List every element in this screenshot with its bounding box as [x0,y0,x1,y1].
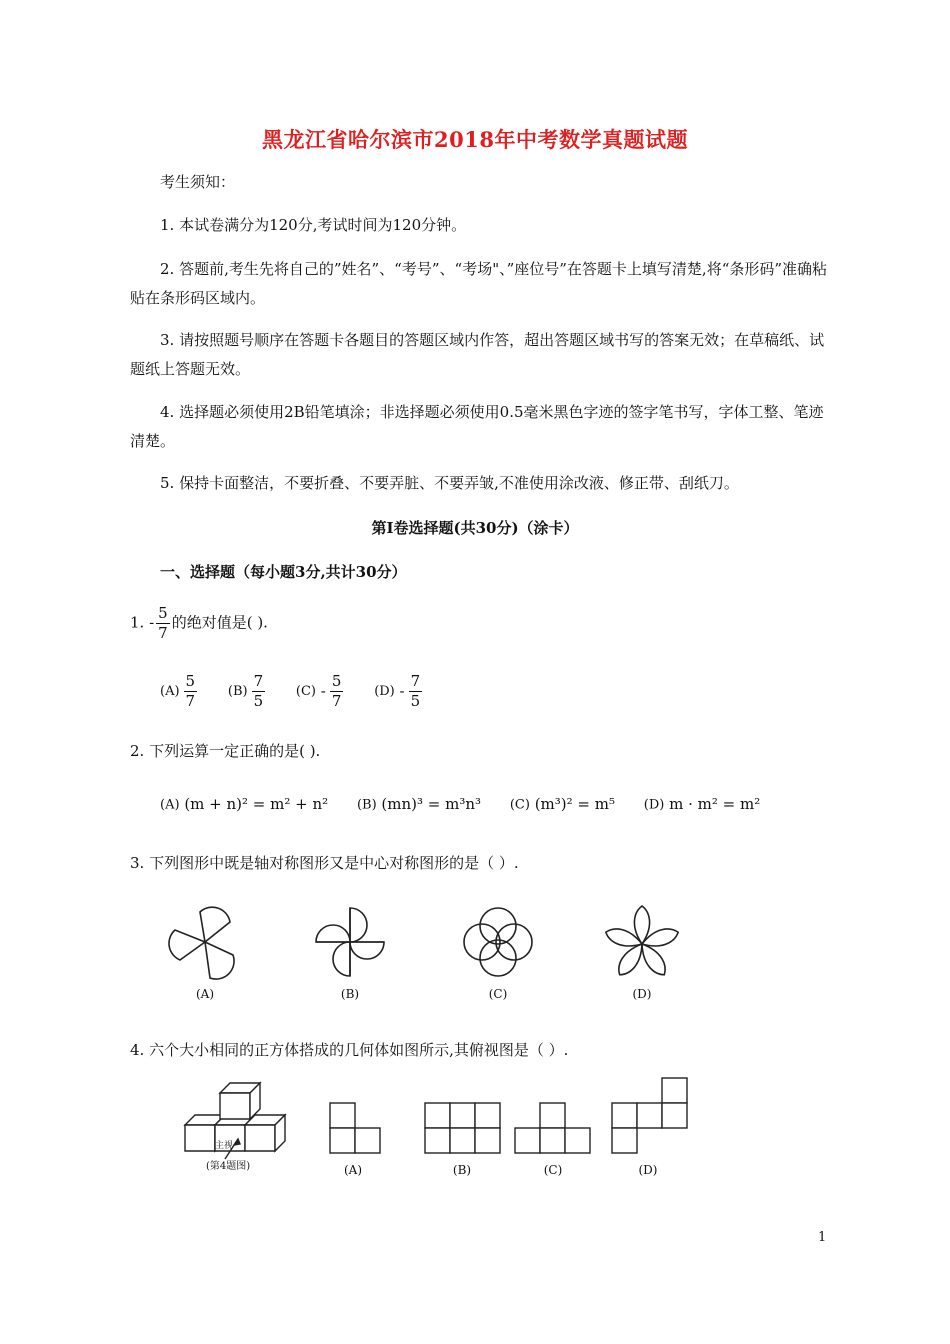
q4-solid-figure [185,1083,285,1159]
q4-label-d: (D) [638,1163,658,1177]
q4-figures [180,1075,700,1165]
q4-label-c: (C) [543,1163,563,1177]
question-2: 2. 下列运算一定正确的是( ). [130,742,321,760]
page-title: 黑龙江省哈尔滨市2018年中考数学真题试题 [262,127,688,152]
q4-option-b [425,1103,500,1153]
q4-option-d [612,1078,687,1153]
question-1 [130,604,268,643]
q1-option-d: (D) - $\frac{7}{5}$ [374,672,421,710]
notice-heading: 考生须知： [160,173,236,191]
q3-figure-b [316,908,384,976]
section-title: 第Ⅰ卷选择题(共30分)（涂卡） [371,519,579,537]
q3-figure-c [464,908,532,976]
page-number: 1 [818,1230,827,1245]
notice-4: 4. 选择题必须使用2B铅笔填涂；非选择题必须使用0.5毫米黑色字迹的签字笔书写，字体工整、笔迹清楚。 [130,403,824,450]
q1-fraction: $\frac{5}{7}$ [158,604,168,642]
q3-label-c: (C) [488,987,508,1001]
q1-option-c: (C) - $\frac{5}{7}$ [295,672,342,710]
q4-label-b: (B) [452,1163,472,1177]
q2-option-c: (C) (m³)² = m⁵ [509,795,615,813]
notice-1: 1. 本试卷满分为120分,考试时间为120分钟。 [160,216,467,234]
part-title: 一、选择题（每小题3分,共计30分） [160,563,407,581]
notice-5: 5. 保持卡面整洁，不要折叠、不要弄脏、不要弄皱,不准使用涂改液、修正带、刮纸刀。 [160,474,739,492]
q4-figure-caption: (第4题图) [206,1161,251,1172]
q4-front-label: 主视 [215,1141,234,1151]
question-4: 4. 六个大小相同的正方体搭成的几何体如图所示,其俯视图是（ ）. [130,1041,569,1059]
q2-option-b: (B) (mn)³ = m³n³ [356,795,482,813]
q1-suffix: 的绝对值是( ). [171,613,268,632]
q3-label-a: (A) [195,987,215,1001]
q2-option-a: (A) (m + n)² = m² + n² [160,795,329,813]
q2-option-d: (D) m · m² = m² [643,795,761,813]
q2-options [160,790,784,820]
question-3: 3. 下列图形中既是轴对称图形又是中心对称图形的是（ ）. [130,854,519,872]
q3-label-b: (B) [340,987,360,1001]
q3-label-d: (D) [632,987,652,1001]
q3-figure-a [169,907,234,979]
q1-options [160,672,448,711]
q1-prefix: 1. - [130,613,155,632]
q1-option-b: (B) $\frac{7}{5}$ [227,672,264,710]
notice-3: 3. 请按照题号顺序在答题卡各题目的答题区域内作答，超出答题区域书写的答案无效；在草稿纸、试题纸上答题无效。 [130,331,825,378]
q1-option-a: (A) $\frac{5}{7}$ [160,672,196,710]
notice-2: 2. 答题前,考生先将自己的”姓名”、“考号”、“考场"、”座位号”在答题卡上填写清楚,将“条形码”准确粘贴在条形码区域内。 [130,260,828,307]
q4-option-a [330,1103,380,1153]
q4-option-c [515,1103,590,1153]
q4-label-a: (A) [343,1163,363,1177]
q3-figure-d [604,906,681,979]
